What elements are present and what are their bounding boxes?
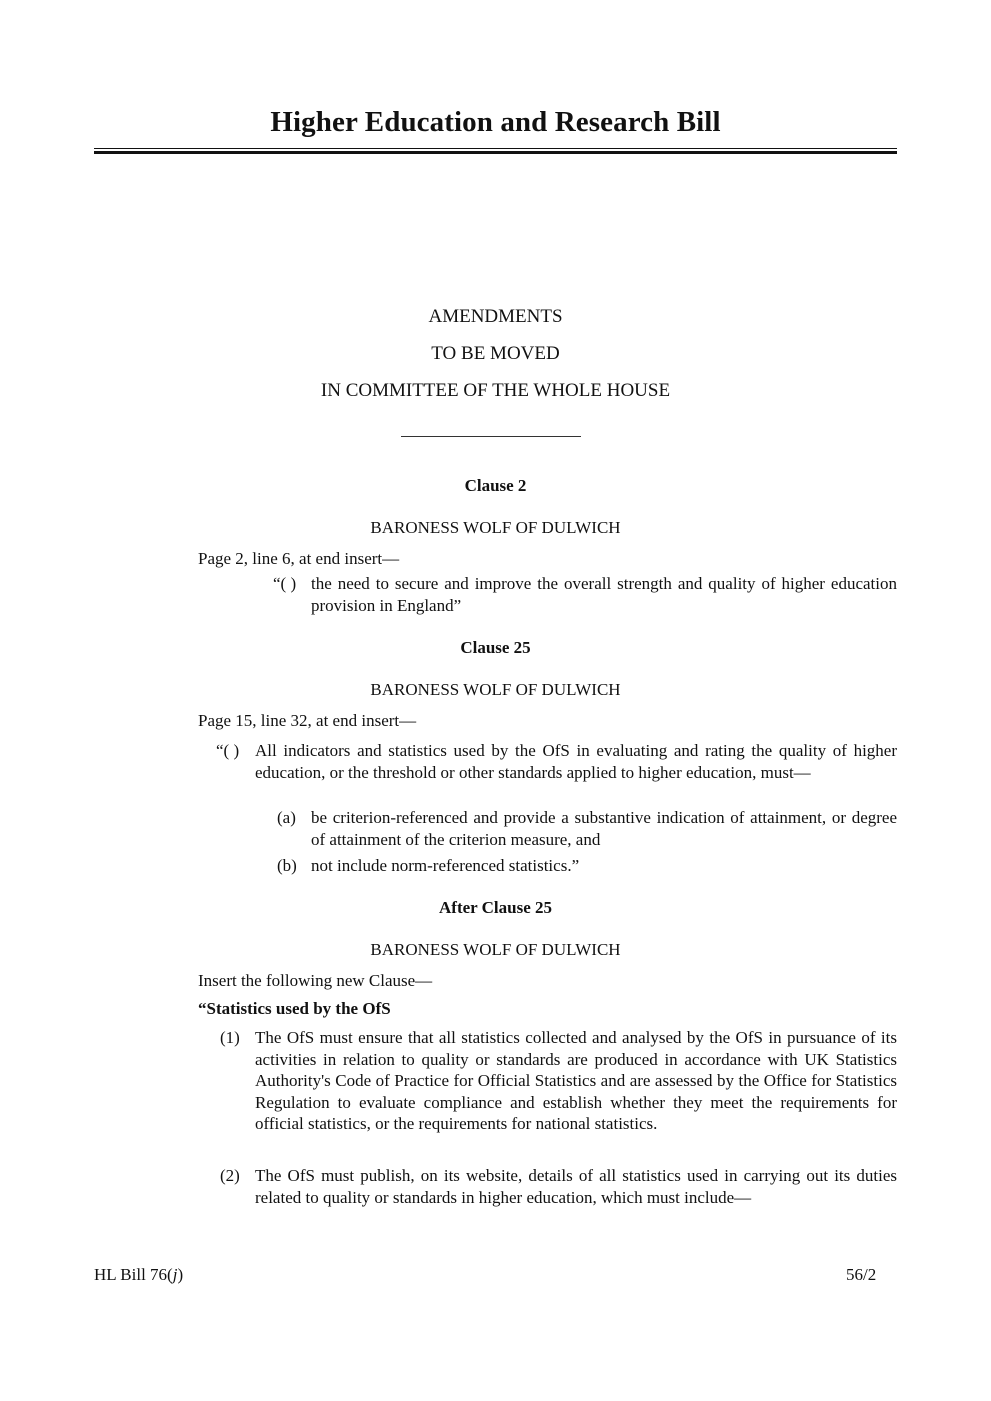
subsection-text: The OfS must publish, on its website, details of all statistics used in carrying out its duties related to quality or standards in higher education, which must include— (255, 1166, 897, 1207)
insert-marker: “( ) (216, 741, 240, 760)
bill-ref-suffix: ) (177, 1265, 184, 1284)
subsection-text: The OfS must ensure that all statistics collected and analysed by the OfS in pursuance of its activities in relation to quality or standards are produced in accordance with UK Statistics Authority's Code of Practice for Official Statistics and are assessed by the Office for Statistics Regulation to evaluate compliance and establish whether they meet the requirements for official statistics, or the requirements for national statistics. (255, 1028, 897, 1133)
item-text: not include norm-referenced statistics.” (311, 856, 580, 875)
clause-heading: After Clause 25 (439, 898, 552, 917)
bill-title: Higher Education and Research Bill (270, 106, 721, 138)
item-marker: (b) (277, 856, 297, 875)
heading-amendments: AMENDMENTS (428, 306, 563, 327)
heading-committee: IN COMMITTEE OF THE WHOLE HOUSE (320, 380, 671, 401)
heading-to-be-moved: TO BE MOVED (431, 343, 560, 364)
insert-text: the need to secure and improve the overall strength and quality of higher education provision in England” (311, 574, 897, 615)
title-rule-thick (94, 151, 897, 154)
clause-heading: Clause 2 (464, 476, 527, 495)
new-clause-title: “Statistics used by the OfS (198, 999, 391, 1018)
amendment-instruction: Page 15, line 32, at end insert— (198, 711, 417, 730)
amendment-instruction: Insert the following new Clause— (198, 971, 433, 990)
section-divider (401, 436, 581, 437)
mover-name: BARONESS WOLF OF DULWICH (370, 680, 621, 699)
page-reference: 56/2 (846, 1265, 877, 1284)
bill-ref-prefix: HL Bill 76( (94, 1265, 173, 1284)
bill-ref-italic: j (172, 1265, 178, 1284)
subsection-marker: (2) (220, 1166, 240, 1185)
title-rule-thin (94, 148, 897, 149)
item-text: be criterion-referenced and provide a substantive indication of attainment, or degree of attainment of the criterion measure, and (311, 808, 897, 849)
insert-marker: “( ) (273, 574, 297, 593)
amendment-instruction: Page 2, line 6, at end insert— (198, 549, 400, 568)
clause-heading: Clause 25 (460, 638, 531, 657)
item-marker: (a) (277, 808, 296, 827)
insert-text: All indicators and statistics used by the OfS in evaluating and rating the quality of higher education, or the threshold or other standards applied to higher education, must— (255, 741, 897, 782)
mover-name: BARONESS WOLF OF DULWICH (370, 518, 621, 537)
mover-name: BARONESS WOLF OF DULWICH (370, 940, 621, 959)
subsection-marker: (1) (220, 1028, 240, 1047)
bill-reference (94, 1265, 183, 1285)
